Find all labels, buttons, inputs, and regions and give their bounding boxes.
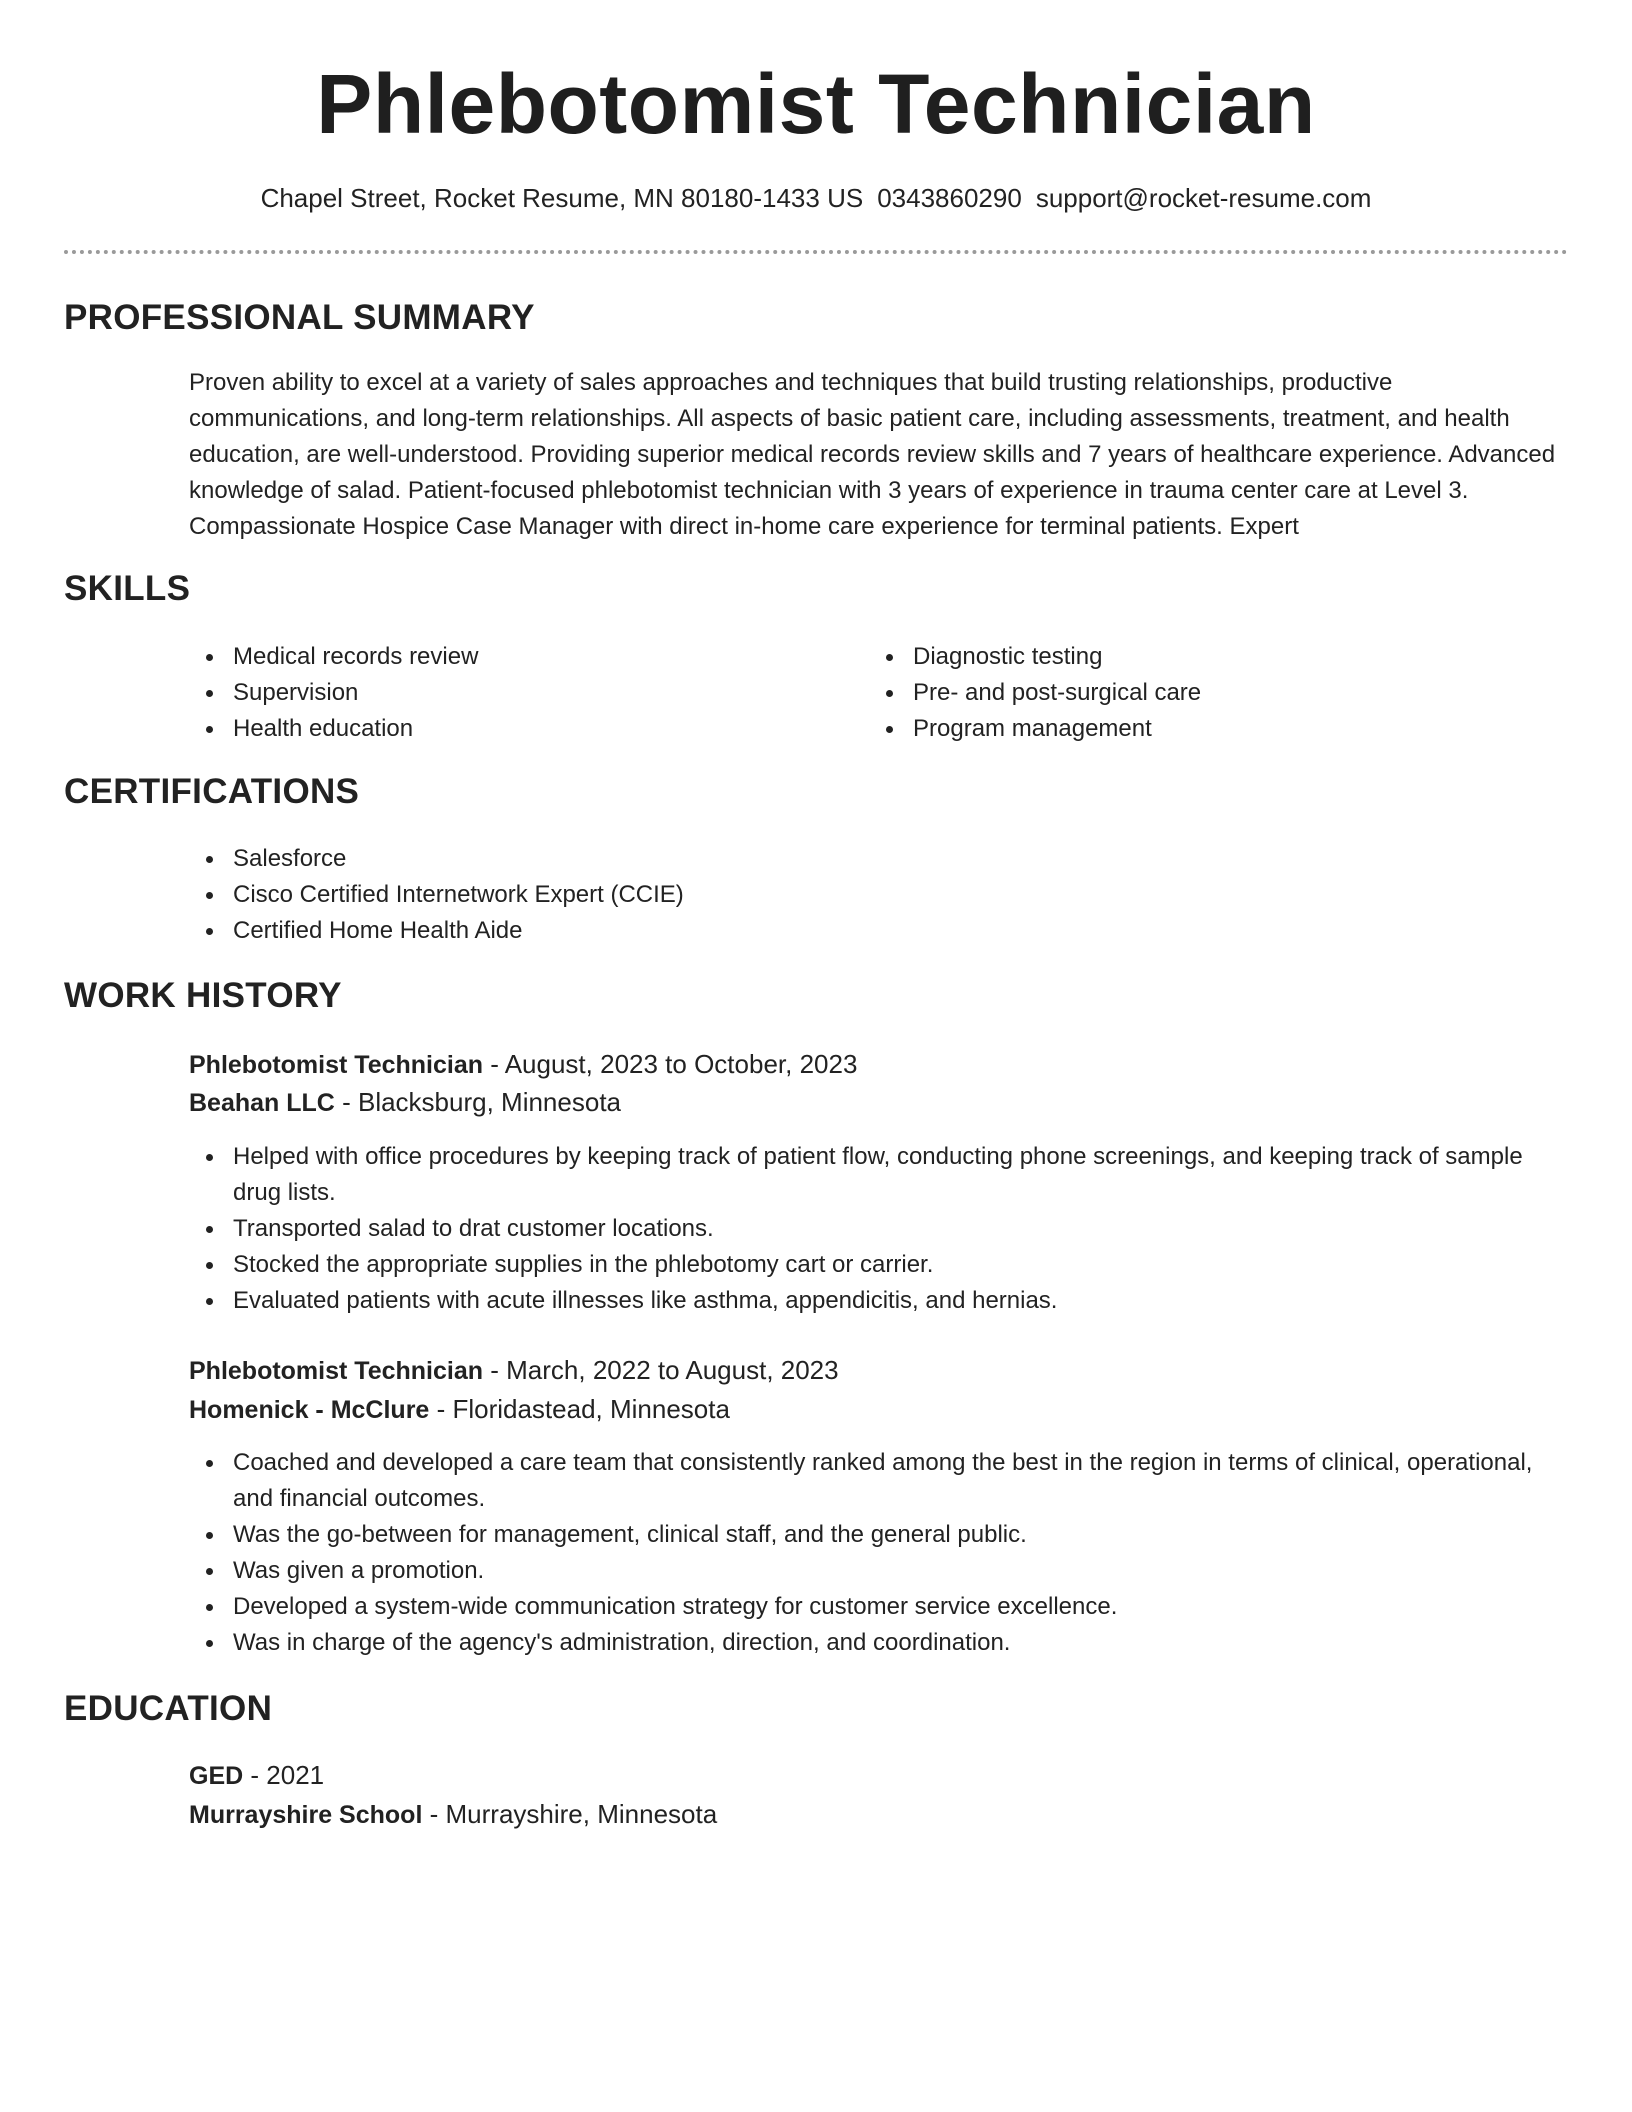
job-location: - Blacksburg, Minnesota [342, 1087, 621, 1117]
job-bullet: Stocked the appropriate supplies in the phlebotomy cart or carrier. [189, 1247, 1549, 1283]
resume-name: Phlebotomist Technician [316, 57, 1316, 151]
contact-address: Chapel Street, Rocket Resume, MN 80180-1433 US [260, 183, 864, 213]
certification-item: Salesforce [189, 841, 1489, 877]
section-title-summary: PROFESSIONAL SUMMARY [64, 298, 535, 337]
skill-item: Medical records review [189, 639, 829, 675]
job-company: Beahan LLC [189, 1089, 335, 1117]
job-bullet: Transported salad to drat customer locations. [189, 1211, 1549, 1247]
contact-phone: 0343860290 [877, 183, 1022, 213]
job-location: - Floridastead, Minnesota [436, 1394, 730, 1424]
job-role: Phlebotomist Technician [189, 1357, 484, 1385]
job-bullet: Coached and developed a care team that consistently ranked among the best in the region in terms of clinical, operational, and financial outcomes. [189, 1445, 1549, 1517]
job-company-line [189, 1391, 730, 1428]
job-company-line [189, 1084, 621, 1121]
section-title-education: EDUCATION [64, 1689, 273, 1728]
summary-text: Proven ability to excel at a variety of sales approaches and techniques that build trusting relationships, productive communications, and long-term relationships. All aspects of basic patient care, including assessments, treatment, and health education, are well-understood. Providing superior medical records review skills and 7 years of healthcare experience. Advanced knowledge of salad. Patient-focused phlebotomist technician with 3 years of experience in trauma center care at Level 3. Compassionate Hospice Case Manager with direct in-home care experience for terminal patients. Expert [189, 369, 1556, 540]
education-degree: GED [189, 1762, 244, 1790]
education-school: Murrayshire School [189, 1801, 423, 1829]
skill-item: Health education [189, 711, 829, 747]
education-degree-line [189, 1757, 324, 1794]
skill-item: Supervision [189, 675, 829, 711]
section-title-skills: SKILLS [64, 569, 191, 608]
job-bullet: Developed a system-wide communication strategy for customer service excellence. [189, 1589, 1549, 1625]
certification-item: Certified Home Health Aide [189, 913, 1489, 949]
job-title-line [189, 1046, 857, 1083]
skill-item: Pre- and post-surgical care [869, 675, 1509, 711]
contact-email: support@rocket-resume.com [1035, 183, 1372, 213]
job-title-line [189, 1352, 839, 1389]
job-bullet: Was the go-between for management, clinical staff, and the general public. [189, 1517, 1549, 1553]
skills-list-right [869, 639, 1509, 747]
skills-list-left [189, 639, 829, 747]
job-bullet: Evaluated patients with acute illnesses like asthma, appendicitis, and hernias. [189, 1283, 1549, 1319]
job-bullets [189, 1139, 1549, 1319]
job-company: Homenick - McClure [189, 1396, 430, 1424]
header-divider [64, 250, 1568, 254]
job-bullet: Was given a promotion. [189, 1553, 1549, 1589]
certification-item: Cisco Certified Internetwork Expert (CCIE) [189, 877, 1489, 913]
section-title-certifications: CERTIFICATIONS [64, 772, 360, 811]
job-bullet: Helped with office procedures by keeping track of patient flow, conducting phone screenings, and keeping track of sample drug lists. [189, 1139, 1549, 1211]
job-bullets [189, 1445, 1549, 1661]
skill-item: Diagnostic testing [869, 639, 1509, 675]
certifications-list [189, 841, 1489, 949]
contact-line [0, 180, 1632, 216]
job-role: Phlebotomist Technician [189, 1051, 484, 1079]
education-year: - 2021 [250, 1760, 325, 1790]
job-bullet: Was in charge of the agency's administration, direction, and coordination. [189, 1625, 1549, 1661]
job-dates: - March, 2022 to August, 2023 [490, 1355, 839, 1385]
skill-item: Program management [869, 711, 1509, 747]
job-dates: - August, 2023 to October, 2023 [490, 1049, 858, 1079]
section-title-work-history: WORK HISTORY [64, 976, 342, 1015]
education-location: - Murrayshire, Minnesota [429, 1799, 718, 1829]
education-school-line [189, 1796, 717, 1833]
